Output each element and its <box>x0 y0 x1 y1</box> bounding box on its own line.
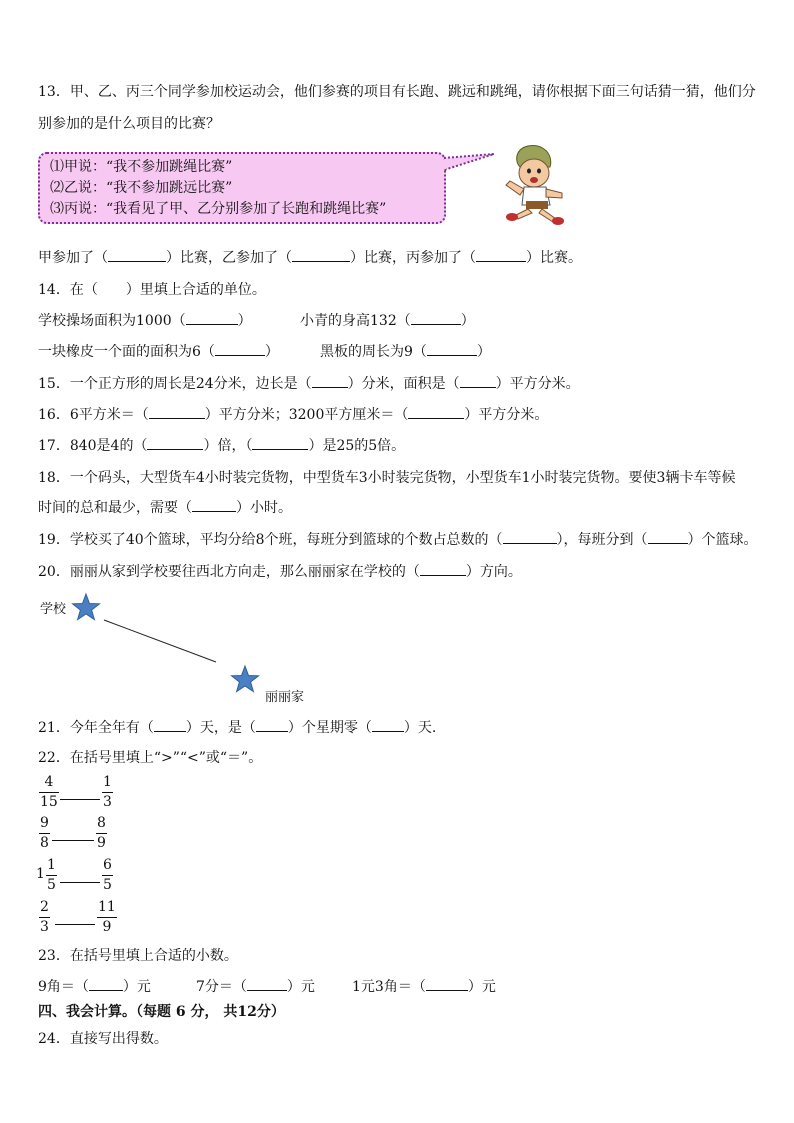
q22-row2-left-fraction <box>39 815 50 852</box>
q19-blank-fraction[interactable] <box>503 530 557 544</box>
q15-blank-side[interactable] <box>312 374 348 388</box>
q14-item-c <box>38 342 279 362</box>
q14-close-d: ） <box>476 344 491 360</box>
q23-item-c <box>352 977 496 997</box>
q22-row4-left-fraction <box>39 899 50 936</box>
q23-text-b2: ）元 <box>286 979 315 995</box>
q16-text-b: ）平方分米；3200平方厘米＝（ <box>204 407 409 423</box>
q13-answer-a: 甲参加了（ <box>38 250 108 266</box>
q21-blank-rest[interactable] <box>372 718 404 732</box>
speech-bubble-tail <box>444 152 496 182</box>
q15-text-a: 15．一个正方形的周长是24分米，边长是（ <box>38 376 312 392</box>
q22-row2-left-num: 9 <box>40 815 49 831</box>
q14-blank-b[interactable] <box>411 311 461 325</box>
q21-line <box>38 718 436 738</box>
q22-row3-blank[interactable] <box>60 882 100 883</box>
q22-row1-blank[interactable] <box>60 799 100 800</box>
q20-line <box>38 562 522 582</box>
q18-text-a: 时间的总和最少，需要（ <box>38 500 192 516</box>
q23-text-c2: ）元 <box>467 979 496 995</box>
q22-row3-right-fraction <box>102 857 113 894</box>
q13-blank-jia[interactable] <box>108 248 166 262</box>
q15-blank-area[interactable] <box>460 374 496 388</box>
school-label: 学校 <box>40 602 67 617</box>
q15-text-c: ）平方分米。 <box>495 376 580 392</box>
q22-row4-left-den: 3 <box>40 919 49 935</box>
q22-row4-right-num: 11 <box>98 899 116 915</box>
q22-row4-right-fraction <box>97 899 117 936</box>
school-star-icon <box>73 594 100 620</box>
q14-text-c: 一块橡皮一个面的面积为6（ <box>38 344 215 360</box>
bubble-statement-2: ⑵乙说：“我不参加跳远比赛” <box>50 180 233 196</box>
q16-text-a: 16．6平方米＝（ <box>38 407 149 423</box>
q16-blank-1[interactable] <box>149 405 205 419</box>
speech-bubble <box>38 152 446 224</box>
q14-item-b <box>300 311 475 331</box>
q14-blank-c[interactable] <box>215 342 265 356</box>
q22-row1-right-den: 3 <box>103 794 112 810</box>
q14-blank-d[interactable] <box>427 342 477 356</box>
bubble-statement-1: ⑴甲说：“我不参加跳绳比赛” <box>50 159 233 175</box>
q18-line2 <box>38 498 292 518</box>
q13-line1: 13．甲、乙、丙三个同学参加校运动会，他们参赛的项目有长跑、跳远和跳绳，请你根据下面三句话猜一猜，他们分 <box>38 84 756 100</box>
q22-row2-right-num: 8 <box>97 815 106 831</box>
q17-line <box>38 436 405 456</box>
q18-blank[interactable] <box>192 498 236 512</box>
q23-text-a2: ）元 <box>122 979 151 995</box>
q16-text-c: ）平方分米。 <box>464 407 549 423</box>
q13-answer-line <box>38 248 582 268</box>
q22-row4-right-den: 9 <box>102 919 112 935</box>
q14-blank-a[interactable] <box>186 311 238 325</box>
q21-text-a: 21．今年全年有（ <box>38 720 154 736</box>
q22-row3-left-fraction <box>46 857 57 894</box>
q14-text-a: 学校操场面积为1000（ <box>38 313 186 329</box>
q22-row1-left-fraction <box>39 774 59 811</box>
running-boy-icon <box>496 143 576 225</box>
q22-row1-right-num: 1 <box>103 774 112 790</box>
school-home-line <box>104 620 216 662</box>
q18-text-b: ）小时。 <box>236 500 292 516</box>
q13-answer-c: ）比赛，丙参加了（ <box>350 250 476 266</box>
q19-blank-count[interactable] <box>648 530 688 544</box>
q21-blank-weeks[interactable] <box>256 718 288 732</box>
q14-close-a: ） <box>237 313 252 329</box>
q14-title: 14．在（ ）里填上合适的单位。 <box>38 282 266 298</box>
q22-row2-right-den: 9 <box>97 835 106 851</box>
q13-line2: 别参加的是什么项目的比赛？ <box>38 116 220 132</box>
q21-text-b: ）天，是（ <box>185 720 256 736</box>
q22-row4-left-num: 2 <box>40 899 49 915</box>
section-4-heading: 四、我会计算。（每题 6 分， 共12分） <box>38 1004 285 1020</box>
q18-line1: 18．一个码头，大型货车4小时装完货物，中型货车3小时装完货物，小型货车1小时装完货物。要使3辆卡车等候 <box>38 470 736 486</box>
q23-item-b <box>196 977 315 997</box>
q22-row1-left-num: 4 <box>44 774 54 790</box>
bubble-statement-3: ⑶丙说：“我看见了甲、乙分别参加了长跑和跳绳比赛” <box>50 201 387 217</box>
q15-line <box>38 374 580 394</box>
q23-text-b1: 7分＝（ <box>196 979 247 995</box>
q14-text-b: 小青的身高132（ <box>300 313 411 329</box>
q17-blank-1[interactable] <box>147 436 203 450</box>
q14-item-a <box>38 311 252 331</box>
q22-row3-right-num: 6 <box>103 857 112 873</box>
q22-row3-left-num: 1 <box>47 857 56 873</box>
q23-blank-c[interactable] <box>426 977 468 991</box>
q15-text-b: ）分米，面积是（ <box>347 376 460 392</box>
q17-blank-2[interactable] <box>252 436 308 450</box>
q14-item-d <box>320 342 491 362</box>
q16-blank-2[interactable] <box>408 405 464 419</box>
q20-text-a: 20．丽丽从家到学校要往西北方向走，那么丽丽家在学校的（ <box>38 564 420 580</box>
q22-row3-right-den: 5 <box>103 877 112 893</box>
q21-text-d: ）天. <box>403 720 437 736</box>
q19-text-a: 19．学校买了40个篮球，平均分给8个班，每班分到篮球的个数占总数的（ <box>38 532 503 548</box>
q17-text-c: ）是25的5倍。 <box>308 438 406 454</box>
q17-text-b: ）倍，（ <box>203 438 253 454</box>
q21-blank-days[interactable] <box>154 718 186 732</box>
q22-row2-blank[interactable] <box>52 840 94 841</box>
home-label: 丽丽家 <box>265 690 305 705</box>
direction-diagram <box>0 590 320 710</box>
q22-row3-left-den: 5 <box>47 877 56 893</box>
q14-close-b: ） <box>460 313 475 329</box>
q24-title: 24．直接写出得数。 <box>38 1031 168 1047</box>
q19-text-b: ），每班分到（ <box>556 532 648 548</box>
q13-answer-b: ）比赛，乙参加了（ <box>166 250 292 266</box>
q16-line <box>38 405 548 425</box>
q20-text-b: ）方向。 <box>465 564 522 580</box>
q13-blank-yi[interactable] <box>292 248 350 262</box>
q22-row4-blank[interactable] <box>55 924 95 925</box>
q23-item-a <box>38 977 151 997</box>
q13-answer-d: ）比赛。 <box>526 250 582 266</box>
q22-row2-right-fraction <box>96 815 107 852</box>
q22-row2-left-den: 8 <box>40 835 49 851</box>
home-star-icon <box>232 666 259 692</box>
q23-text-c1: 1元3角＝（ <box>352 979 426 995</box>
q22-row1-right-fraction <box>102 774 113 811</box>
q23-text-a1: 9角＝（ <box>38 979 89 995</box>
q19-text-c: ）个篮球。 <box>687 532 758 548</box>
q21-text-c: ）个星期零（ <box>287 720 372 736</box>
q22-row3-whole: 1 <box>36 866 45 882</box>
q22-title: 22．在括号里填上“>”“<”或“＝”。 <box>38 750 263 766</box>
q19-line <box>38 530 758 550</box>
q13-blank-bing[interactable] <box>476 248 526 262</box>
q20-blank[interactable] <box>420 562 466 576</box>
q14-close-c: ） <box>264 344 279 360</box>
q14-text-d: 黑板的周长为9（ <box>320 344 427 360</box>
q23-blank-b[interactable] <box>247 977 287 991</box>
q17-text-a: 17．840是4的（ <box>38 438 148 454</box>
q23-blank-a[interactable] <box>89 977 123 991</box>
q23-title: 23．在括号里填上合适的小数。 <box>38 948 238 964</box>
q22-row1-left-den: 15 <box>40 794 58 810</box>
